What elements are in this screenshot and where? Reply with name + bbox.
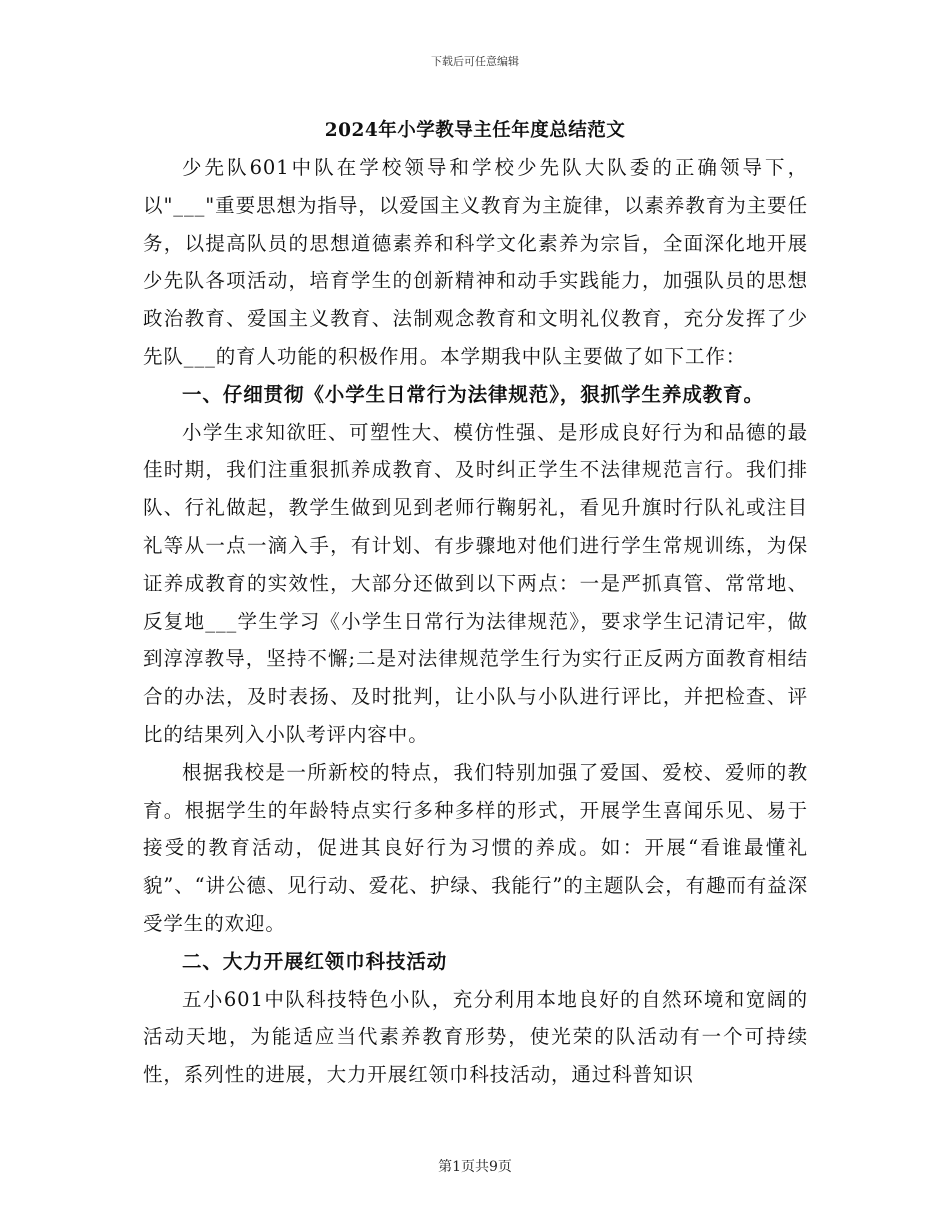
paragraph-habit-education: 小学生求知欲旺、可塑性大、模仿性强、是形成良好行为和品德的最佳时期，我们注重狠抓养成教育、及时纠正学生不法律规范言行。我们排队、行礼做起，教学生做到见到老师行鞠躬礼，看见升旗时行队礼或注目礼等从一点一滴入手，有计划、有步骤地对他们进行学生常规训练，为保证养成教育的实效性，大部分还做到以下两点：一是严抓真管、常常地、反复地___学生学习《小学生日常行为法律规范》，要求学生记清记牢，做到淳淳教导，坚持不懈;二是对法律规范学生行为实行正反两方面教育相结合的办法，及时表扬、及时批判，让小队与小队进行评比，并把检查、评比的结果列入小队考评内容中。 (143, 420, 808, 746)
document-title: 2024年小学教导主任年度总结范文 (324, 120, 626, 141)
paragraph-patriotic-education: 根据我校是一所新校的特点，我们特别加强了爱国、爱校、爱师的教育。根据学生的年龄特点实行多种多样的形式，开展学生喜闻乐见、易于接受的教育活动，促进其良好行为习惯的养成。如：开展“看谁最懂礼貌”、“讲公德、见行动、爱花、护绿、我能行”的主题队会，有趣而有益深受学生的欢迎。 (143, 760, 809, 935)
section-heading-2: 二、大力开展红领巾科技活动 (182, 949, 448, 973)
page-footer-number: 第1页共9页 (438, 1159, 512, 1175)
document-body (143, 149, 808, 1094)
paragraph-intro: 少先队601中队在学校领导和学校少先队大队委的正确领导下，以"___"重要思想为指导，以爱国主义教育为主旋律，以素养教育为主要任务，以提高队员的思想道德素养和科学文化素养为宗旨，全面深化地开展少先队各项活动，培育学生的创新精神和动手实践能力，加强队员的思想政治教育、爱国主义教育、法制观念教育和文明礼仪教育，充分发挥了少先队___的育人功能的积极作用。本学期我中队主要做了如下工作： (143, 156, 808, 368)
section-heading-1: 一、仔细贯彻《小学生日常行为法律规范》，狠抓学生养成教育。 (182, 382, 764, 406)
paragraph-tech-activities: 五小601中队科技特色小队，充分利用本地良好的自然环境和宽阔的活动天地，为能适应当代素养教育形势，使光荣的队活动有一个可持续性，系列性的进展，大力开展红领巾科技活动，通过科普知识 (143, 987, 808, 1087)
page-header-note: 下载后可任意编辑 (431, 55, 519, 68)
